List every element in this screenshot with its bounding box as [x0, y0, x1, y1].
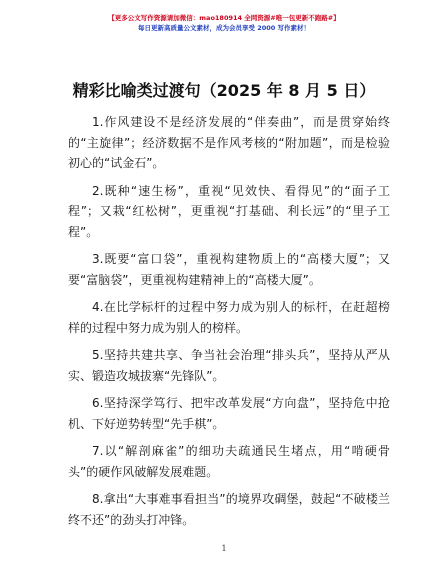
- paragraph-6: 6.坚持深学笃行、把牢改革发展“方向盘”，坚持危中抢机、下好逆势转型“先手棋”。: [68, 396, 390, 431]
- document-body: [68, 112, 390, 537]
- paragraph-8: 8.拿出“大事难事看担当”的境界攻碉堡，鼓起“不破楼兰终不还”的劲头打冲锋。: [68, 492, 390, 527]
- page-number: 1: [221, 544, 227, 553]
- paragraph-2: 2.既种“速生杨”，重视“见效快、看得见”的“面子工程”；又栽“红松树”，更重视“打基础、利长远”的“里子工程”。: [68, 183, 390, 239]
- paragraph-7: 7.以“解剖麻雀”的细功夫疏通民生堵点，用“啃硬骨头”的硬作风破解发展难题。: [68, 444, 390, 479]
- document-title: 精彩比喻类过渡句（2025 年 8 月 5 日）: [72, 81, 376, 100]
- paragraph-1: 1.作风建设不是经济发展的“伴奏曲”，而是贯穿始终的“主旋律”；经济数据不是作风考核的“附加题”，而是检验初心的“试金石”。: [68, 115, 390, 170]
- paragraph-4: 4.在比学标杆的过程中努力成为别人的标杆，在赶超榜样的过程中努力成为别人的榜样。: [68, 300, 390, 335]
- promo-note-blue: 每日更新高质量公文素材，成为会员享受 2000 写作素材！: [137, 24, 311, 32]
- paragraph-5: 5.坚持共建共享、争当社会治理“排头兵”，坚持从严从实、锻造攻城拔寨“先锋队”。: [68, 348, 390, 383]
- promo-note-red: 【更多公文写作资源请加微信：mao180914 全网资源#唯一包更新不跑路#】: [108, 14, 340, 22]
- paragraph-3: 3.既要“富口袋”，重视构建物质上的“高楼大厦”；又要“富脑袋”，更重视构建精神上的“高楼大厦”。: [68, 252, 390, 287]
